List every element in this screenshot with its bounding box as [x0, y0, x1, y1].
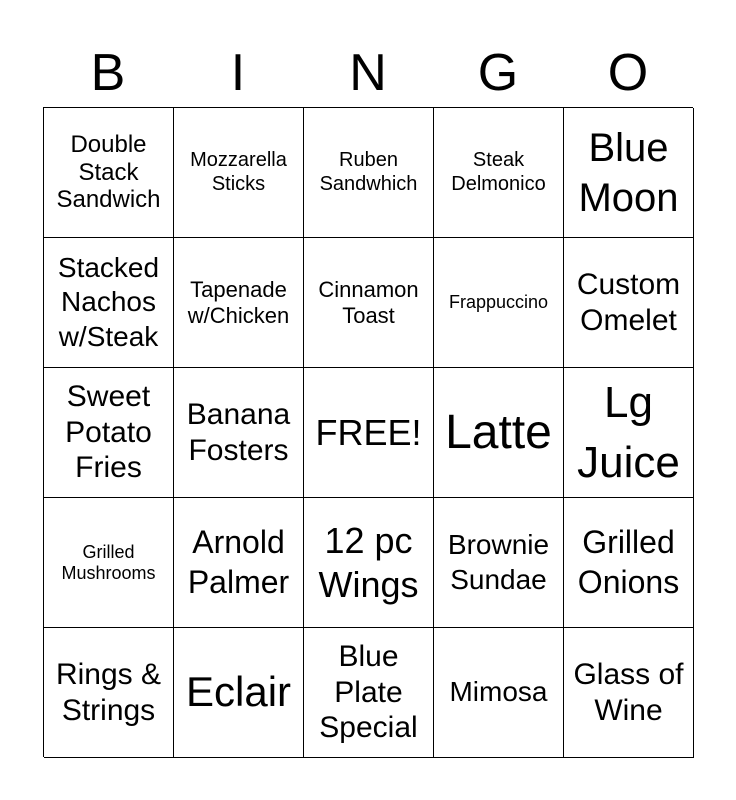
- bingo-cell[interactable]: Grilled Onions: [564, 498, 694, 628]
- bingo-card-grid: [43, 107, 693, 757]
- bingo-cell[interactable]: Latte: [434, 368, 564, 498]
- header-letter-b: B: [90, 44, 126, 102]
- bingo-cell[interactable]: Glass of Wine: [564, 628, 694, 758]
- bingo-cell[interactable]: Tapenade w/Chicken: [174, 238, 304, 368]
- header-letter-i: I: [230, 44, 246, 102]
- bingo-cell[interactable]: Arnold Palmer: [174, 498, 304, 628]
- bingo-cell[interactable]: Cinnamon Toast: [304, 238, 434, 368]
- bingo-cell[interactable]: Blue Plate Special: [304, 628, 434, 758]
- bingo-cell[interactable]: Sweet Potato Fries: [44, 368, 174, 498]
- header-letter-o: O: [607, 44, 649, 102]
- bingo-cell[interactable]: Rings & Strings: [44, 628, 174, 758]
- bingo-header: [43, 40, 693, 106]
- bingo-cell[interactable]: Double Stack Sandwich: [44, 108, 174, 238]
- bingo-cell[interactable]: Stacked Nachos w/Steak: [44, 238, 174, 368]
- header-letter-g: G: [477, 44, 519, 102]
- bingo-cell[interactable]: 12 pc Wings: [304, 498, 434, 628]
- bingo-cell[interactable]: Banana Fosters: [174, 368, 304, 498]
- bingo-cell[interactable]: Brownie Sundae: [434, 498, 564, 628]
- bingo-cell[interactable]: Ruben Sandwhich: [304, 108, 434, 238]
- bingo-cell[interactable]: Frappuccino: [434, 238, 564, 368]
- bingo-cell[interactable]: Steak Delmonico: [434, 108, 564, 238]
- bingo-cell[interactable]: Custom Omelet: [564, 238, 694, 368]
- bingo-cell[interactable]: Lg Juice: [564, 368, 694, 498]
- bingo-cell[interactable]: Blue Moon: [564, 108, 694, 238]
- free-space-cell[interactable]: FREE!: [304, 368, 434, 498]
- bingo-cell[interactable]: Mozzarella Sticks: [174, 108, 304, 238]
- header-letter-n: N: [349, 44, 387, 102]
- bingo-cell[interactable]: Eclair: [174, 628, 304, 758]
- bingo-cell[interactable]: Grilled Mushrooms: [44, 498, 174, 628]
- bingo-cell[interactable]: Mimosa: [434, 628, 564, 758]
